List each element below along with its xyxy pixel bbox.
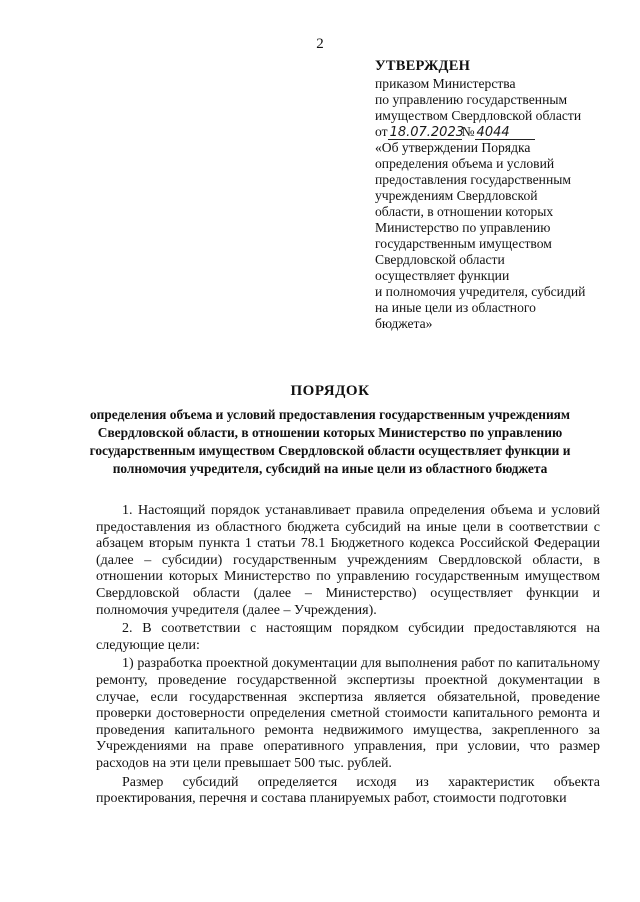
document-title: ПОРЯДОК bbox=[290, 383, 370, 399]
quote-line: государственным имуществом bbox=[375, 236, 552, 251]
subtitle-line: государственным имуществом Свердловской области осуществляет функции и bbox=[89, 443, 571, 458]
quote-line: предоставления государственным bbox=[375, 172, 571, 187]
document-subtitle bbox=[60, 406, 600, 478]
quote-line: на иные цели из областного bbox=[375, 300, 536, 315]
quote-line: Свердловской области bbox=[375, 252, 505, 267]
paragraph: Размер субсидий определяется исходя из характеристик объекта проектирования, перечня и состава планируемых работ, стоимости подготовки bbox=[96, 774, 600, 807]
order-number: 4044 bbox=[475, 126, 535, 140]
document-title-block bbox=[60, 383, 600, 478]
quote-line: осуществляет функции bbox=[375, 268, 510, 283]
paragraph: 1. Настоящий порядок устанавливает правила определения объема и условий предоставления из областного бюджета субсидий на иные цели в соответствии с абзацем вторым пункта 1 статьи 78.1 Бюджетного кодекса Российской Федерации (далее – субсидии) государственным учреждениям Свердловской области, в отношении которых Министерство по управлению государственным имуществом Свердловской области (далее – Министерство) осуществляет функции и полномочия учредителя (далее – Учреждения). bbox=[96, 503, 600, 618]
order-date: 18.07.2023 bbox=[389, 125, 464, 140]
paragraph: 1) разработка проектной документации для выполнения работ по капитальному ремонту, проведение государственной экспертизы проектной документации в случае, если государственная экспертиза является обязательной, проведение проверки достоверности определения сметной стоимости капитального ремонта и проведения капитального ремонта недвижимого имущества, закрепленного за Учреждениями на праве оперативного управления, при условии, что размер расходов на эти цели превышает 500 тыс. рублей. bbox=[96, 656, 600, 771]
subtitle-line: Свердловской области, в отношении которых Министерство по управлению bbox=[97, 425, 563, 440]
subtitle-line: определения объема и условий предоставления государственным учреждениям bbox=[89, 407, 571, 422]
approved-title: УТВЕРЖДЕН bbox=[375, 58, 471, 74]
quote-line: области, в отношении которых bbox=[375, 204, 554, 219]
approval-stamp-block bbox=[375, 58, 625, 332]
paragraph: 2. В соответствии с настоящим порядком субсидии предоставляются на следующие цели: bbox=[96, 621, 600, 653]
subtitle-line: полномочия учредителя, субсидий на иные цели из областного бюджета bbox=[112, 461, 548, 476]
quote-line: Министерство по управлению bbox=[375, 220, 551, 235]
approval-line: приказом Министерства bbox=[375, 76, 516, 91]
quote-line: бюджета» bbox=[375, 316, 433, 331]
order-number-label: № bbox=[461, 124, 475, 139]
document-body bbox=[96, 503, 600, 810]
quote-line: определения объема и условий bbox=[375, 156, 555, 171]
approval-line: по управлению государственным bbox=[375, 92, 568, 107]
approval-line: имуществом Свердловской области bbox=[375, 108, 582, 123]
page-number: 2 bbox=[316, 36, 324, 52]
order-reference bbox=[375, 124, 625, 140]
order-prefix: от bbox=[375, 124, 388, 139]
quote-line: «Об утверждении Порядка bbox=[375, 140, 531, 155]
quote-line: и полномочия учредителя, субсидий bbox=[375, 284, 586, 299]
quote-line: учреждениям Свердловской bbox=[375, 188, 538, 203]
